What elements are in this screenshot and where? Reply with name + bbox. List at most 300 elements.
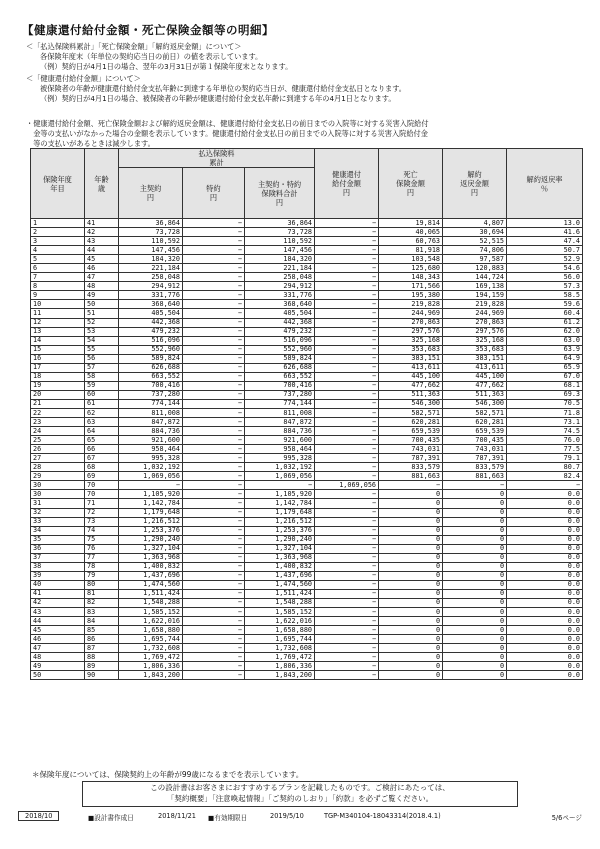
table-cell: 516,096 [245, 336, 315, 345]
table-cell: − [315, 345, 379, 354]
table-cell: 995,328 [245, 454, 315, 463]
note-line: （例）契約日が4月1日の場合、被保険者の年齢が健康還付給付金支払年齢に到達する年の4月1日となります。 [40, 94, 396, 103]
date-box: 2018/10 [18, 811, 59, 821]
table-cell: 68.1 [507, 381, 583, 390]
table-cell: − [315, 544, 379, 553]
table-cell: 83 [85, 608, 119, 617]
table-cell: 57.3 [507, 282, 583, 291]
table-cell: 0 [379, 644, 443, 653]
table-cell: 110,592 [119, 237, 183, 246]
table-cell: 833,579 [379, 463, 443, 472]
table-cell: 194,159 [443, 291, 507, 300]
table-row [31, 508, 583, 517]
table-cell: 110,592 [245, 237, 315, 246]
table-cell: − [183, 291, 245, 300]
table-row [31, 436, 583, 445]
table-cell: 3 [31, 237, 85, 246]
table-cell: 65 [85, 436, 119, 445]
table-cell: 23 [31, 418, 85, 427]
table-row [31, 589, 583, 598]
table-cell: 0 [443, 580, 507, 589]
table-cell: 63.9 [507, 345, 583, 354]
table-cell: 65.9 [507, 363, 583, 372]
table-cell: 50 [31, 671, 85, 680]
table-cell: 17 [31, 363, 85, 372]
table-cell: 61.2 [507, 318, 583, 327]
table-cell: 958,464 [245, 445, 315, 454]
table-row [31, 408, 583, 417]
table-cell: 294,912 [245, 282, 315, 291]
table-cell: 47 [31, 644, 85, 653]
table-cell: 0.0 [507, 553, 583, 562]
table-row [31, 499, 583, 508]
table-cell: 331,776 [119, 291, 183, 300]
table-cell: 0 [443, 562, 507, 571]
document-code: TGP-M340104-18043314(2018.4.1) [324, 812, 441, 820]
table-cell: 80.7 [507, 463, 583, 472]
table-cell: 921,600 [119, 436, 183, 445]
table-cell: 37 [31, 553, 85, 562]
table-cell: − [315, 336, 379, 345]
table-cell: 169,138 [443, 282, 507, 291]
table-cell: − [315, 454, 379, 463]
notice-line: 「契約概要」「注意喚起情報」「ご契約のしおり」「約款」を必ずご覧ください。 [166, 794, 434, 803]
table-cell: − [315, 608, 379, 617]
table-cell: − [315, 408, 379, 417]
table-cell: 13.0 [507, 219, 583, 228]
table-cell: 64.9 [507, 354, 583, 363]
header-total: 主契約・特約 保険料合計 円 [245, 168, 315, 219]
table-cell: − [183, 499, 245, 508]
table-cell: 258,048 [119, 273, 183, 282]
table-cell: 87 [85, 644, 119, 653]
table-row [31, 282, 583, 291]
table-cell: 144,724 [443, 273, 507, 282]
table-cell: 0 [443, 544, 507, 553]
table-cell: 626,688 [119, 363, 183, 372]
table-cell: − [315, 535, 379, 544]
table-cell: − [315, 653, 379, 662]
table-cell: 0 [379, 553, 443, 562]
table-cell: 48 [31, 653, 85, 662]
table-cell: − [183, 644, 245, 653]
table-cell: − [183, 472, 245, 481]
table-row [31, 445, 583, 454]
table-cell: 0.0 [507, 535, 583, 544]
table-cell: 1,622,016 [119, 617, 183, 626]
table-cell: 511,363 [443, 390, 507, 399]
table-cell: 1,732,608 [245, 644, 315, 653]
table-cell: 26 [31, 445, 85, 454]
table-cell: 30 [31, 481, 85, 490]
table-cell: 8 [31, 282, 85, 291]
table-body [31, 219, 583, 680]
table-cell: 833,579 [443, 463, 507, 472]
table-cell: 62 [85, 408, 119, 417]
table-cell: − [183, 635, 245, 644]
table-cell: 147,456 [119, 246, 183, 255]
table-cell: 1,843,200 [119, 671, 183, 680]
table-cell: 46 [85, 264, 119, 273]
table-cell: 1,363,968 [245, 553, 315, 562]
table-cell: − [315, 255, 379, 264]
table-row [31, 309, 583, 318]
table-cell: − [183, 626, 245, 635]
table-cell: − [183, 327, 245, 336]
table-cell: − [315, 445, 379, 454]
table-cell: − [183, 300, 245, 309]
footnote: ＊保険年度については、保険契約上の年齢が99歳になるまでを表示しています。 [32, 770, 304, 779]
table-cell: 41 [31, 589, 85, 598]
table-cell: 0 [443, 635, 507, 644]
table-cell: 86 [85, 635, 119, 644]
table-cell: 0 [379, 671, 443, 680]
table-cell: 219,828 [443, 300, 507, 309]
table-cell: 21 [31, 399, 85, 408]
table-cell: − [183, 598, 245, 607]
table-cell: 413,611 [379, 363, 443, 372]
table-cell: 1,179,648 [245, 508, 315, 517]
table-row [31, 381, 583, 390]
table-cell: − [315, 363, 379, 372]
table-cell: 45 [31, 626, 85, 635]
table-cell: − [183, 255, 245, 264]
table-cell: 620,281 [379, 418, 443, 427]
table-cell: − [183, 490, 245, 499]
table-cell: − [183, 246, 245, 255]
table-cell: 125,680 [379, 264, 443, 273]
table-cell: − [315, 381, 379, 390]
table-cell: 41.6 [507, 228, 583, 237]
bullet-line: 等の支払いがあるときは減少します。 [26, 138, 155, 148]
table-cell: 1,622,016 [245, 617, 315, 626]
table-cell: − [443, 481, 507, 490]
table-cell: 0.0 [507, 644, 583, 653]
table-row [31, 354, 583, 363]
footer [16, 811, 582, 823]
table-cell: 774,144 [119, 399, 183, 408]
table-cell: 1,216,512 [119, 517, 183, 526]
table-cell: 0 [379, 544, 443, 553]
table-cell: 477,662 [379, 381, 443, 390]
table-cell: 13 [31, 327, 85, 336]
table-cell: 884,736 [245, 427, 315, 436]
table-cell: 1,327,104 [119, 544, 183, 553]
table-cell: 1,363,968 [119, 553, 183, 562]
table-cell: 743,031 [443, 445, 507, 454]
table-cell: − [183, 318, 245, 327]
table-cell: 774,144 [245, 399, 315, 408]
table-cell: 1,400,832 [245, 562, 315, 571]
table-cell: 171,566 [379, 282, 443, 291]
table-cell: 42 [31, 598, 85, 607]
table-cell: 52,515 [443, 237, 507, 246]
table-cell: 297,576 [443, 327, 507, 336]
table-cell: 383,151 [379, 354, 443, 363]
table-cell: 30 [31, 490, 85, 499]
created-label: ■設計書作成日 [88, 814, 134, 822]
table-cell: − [183, 219, 245, 228]
table-cell: 67 [85, 454, 119, 463]
table-cell: 0.0 [507, 598, 583, 607]
table-cell: 1,769,472 [119, 653, 183, 662]
table-cell: 0 [443, 608, 507, 617]
table-cell: 57 [85, 363, 119, 372]
table-cell: 1,437,696 [119, 571, 183, 580]
table-cell: 52.9 [507, 255, 583, 264]
table-cell: − [183, 589, 245, 598]
table-cell: 0.0 [507, 490, 583, 499]
table-cell: 0.0 [507, 526, 583, 535]
table-cell: 7 [31, 273, 85, 282]
table-cell: 445,100 [379, 372, 443, 381]
table-cell: 0 [379, 589, 443, 598]
table-cell: 60,763 [379, 237, 443, 246]
table-cell: 659,539 [379, 427, 443, 436]
bullet-line: 金等の支払いがなかった場合の金額を表示しています。健康還付給付金支払日の前日までの入院等に対する災害入院給付金 [26, 128, 428, 138]
table-cell: − [183, 237, 245, 246]
table-cell: 582,571 [443, 408, 507, 417]
table-cell: 0 [443, 535, 507, 544]
table-cell: − [183, 553, 245, 562]
table-cell: − [315, 399, 379, 408]
table-cell: 74.5 [507, 427, 583, 436]
table-cell: 81,918 [379, 246, 443, 255]
table-cell: 620,281 [443, 418, 507, 427]
table-cell: 0 [443, 499, 507, 508]
table-cell: − [507, 481, 583, 490]
table-cell: 1,548,288 [119, 598, 183, 607]
table-cell: 70.5 [507, 399, 583, 408]
table-cell: − [183, 436, 245, 445]
table-cell: 1,843,200 [245, 671, 315, 680]
header-age: 年齢 歳 [85, 149, 119, 219]
table-cell: 881,663 [443, 472, 507, 481]
table-cell: 0 [379, 508, 443, 517]
table-cell: − [183, 427, 245, 436]
table-cell: 59 [85, 381, 119, 390]
table-cell: 48 [85, 282, 119, 291]
table-cell: − [183, 580, 245, 589]
note-line: （例）契約日が4月1日の場合、翌年の3月31日が第１保険年度末となります。 [40, 62, 293, 71]
table-cell: 626,688 [245, 363, 315, 372]
table-cell: 445,100 [443, 372, 507, 381]
table-cell: 0 [443, 598, 507, 607]
table-cell: 24 [31, 427, 85, 436]
table-cell: − [315, 580, 379, 589]
table-cell: − [315, 517, 379, 526]
table-cell: 552,960 [119, 345, 183, 354]
table-cell: 69 [85, 472, 119, 481]
note-line: 各保険年度末（年単位の契約応当日の前日）の値を表示しています。 [40, 52, 263, 61]
table-cell: − [315, 662, 379, 671]
table-cell: 50 [85, 300, 119, 309]
table-row [31, 318, 583, 327]
table-cell: 294,912 [119, 282, 183, 291]
table-cell: 10 [31, 300, 85, 309]
benefit-table [30, 148, 583, 680]
table-cell: 737,280 [245, 390, 315, 399]
table-cell: 1,437,696 [245, 571, 315, 580]
table-cell: 1,658,880 [245, 626, 315, 635]
table-cell: 995,328 [119, 454, 183, 463]
table-row [31, 671, 583, 680]
table-cell: 244,969 [443, 309, 507, 318]
table-row [31, 608, 583, 617]
table-row [31, 273, 583, 282]
table-cell: − [315, 553, 379, 562]
table-cell: 0 [443, 553, 507, 562]
table-cell: 82.4 [507, 472, 583, 481]
table-cell: − [315, 390, 379, 399]
table-cell: 0 [379, 580, 443, 589]
table-cell: 1,105,920 [245, 490, 315, 499]
table-cell: − [315, 508, 379, 517]
table-row [31, 291, 583, 300]
table-cell: 1,806,336 [119, 662, 183, 671]
table-cell: 80 [85, 580, 119, 589]
table-cell: − [315, 246, 379, 255]
table-cell: 737,280 [119, 390, 183, 399]
table-cell: 0 [443, 662, 507, 671]
table-row [31, 363, 583, 372]
table-cell: 1,069,056 [119, 472, 183, 481]
table-row [31, 598, 583, 607]
table-cell: 43 [85, 237, 119, 246]
table-cell: 1,511,424 [119, 589, 183, 598]
table-cell: 31 [31, 499, 85, 508]
notice-line: この設計書はお客さまにおすすめするプランを記載したものです。ご検討にあたっては、 [150, 783, 450, 792]
page-title: 【健康還付給付金額・死亡保険金額等の明細】 [22, 23, 274, 37]
table-cell: − [379, 481, 443, 490]
table-cell: 582,571 [379, 408, 443, 417]
table-cell: − [183, 336, 245, 345]
table-cell: 0.0 [507, 635, 583, 644]
table-cell: − [315, 671, 379, 680]
table-cell: 0.0 [507, 499, 583, 508]
table-cell: 847,872 [245, 418, 315, 427]
table-cell: 49 [85, 291, 119, 300]
table-cell: 56 [85, 354, 119, 363]
table-cell: 120,883 [443, 264, 507, 273]
table-cell: − [183, 282, 245, 291]
table-cell: 50.7 [507, 246, 583, 255]
note-line: 被保険者の年齢が健康還付給付金支払年齢に到達する年単位の契約応当日が、健康還付給付金支払日となります。 [40, 84, 406, 93]
table-cell: 700,435 [379, 436, 443, 445]
page-number: 5/6ページ [551, 814, 582, 822]
table-row [31, 246, 583, 255]
table-cell: 1,474,560 [245, 580, 315, 589]
table-cell: 244,969 [379, 309, 443, 318]
table-cell: 28 [31, 463, 85, 472]
header-year: 保険年度 年目 [31, 149, 85, 219]
table-cell: 221,184 [119, 264, 183, 273]
table-cell: 90 [85, 671, 119, 680]
table-cell: 73,728 [245, 228, 315, 237]
table-cell: 0 [379, 517, 443, 526]
table-row [31, 481, 583, 490]
table-cell: 1,179,648 [119, 508, 183, 517]
table-row [31, 644, 583, 653]
table-row [31, 562, 583, 571]
table-cell: 14 [31, 336, 85, 345]
table-cell: 1,695,744 [245, 635, 315, 644]
table-cell: 73,728 [119, 228, 183, 237]
table-cell: − [183, 372, 245, 381]
table-cell: 54 [85, 336, 119, 345]
table-cell: 34 [31, 526, 85, 535]
table-cell: 88 [85, 653, 119, 662]
table-cell: 32 [31, 508, 85, 517]
table-cell: 405,504 [245, 309, 315, 318]
table-cell: − [183, 508, 245, 517]
table-cell: 0 [379, 617, 443, 626]
table-cell: 881,663 [379, 472, 443, 481]
table-row [31, 372, 583, 381]
header-main-contract: 主契約 円 [119, 168, 183, 219]
table-cell: 70 [85, 481, 119, 490]
table-row [31, 418, 583, 427]
table-cell: 4,807 [443, 219, 507, 228]
table-cell: − [183, 273, 245, 282]
table-cell: 0 [443, 617, 507, 626]
table-row [31, 264, 583, 273]
table-cell: 1,548,288 [245, 598, 315, 607]
table-cell: − [183, 390, 245, 399]
table-cell: − [183, 228, 245, 237]
table-cell: 0 [379, 626, 443, 635]
header-surrender-value: 解約 返戻金額 円 [443, 149, 507, 219]
table-cell: 368,640 [245, 300, 315, 309]
table-cell: 29 [31, 472, 85, 481]
table-cell: 18 [31, 372, 85, 381]
table-cell: 4 [31, 246, 85, 255]
table-cell: 700,435 [443, 436, 507, 445]
table-cell: 147,456 [245, 246, 315, 255]
table-cell: 45 [85, 255, 119, 264]
table-cell: 1,474,560 [119, 580, 183, 589]
table-cell: 0 [379, 535, 443, 544]
table-cell: 68 [85, 463, 119, 472]
table-cell: 1 [31, 219, 85, 228]
table-row [31, 336, 583, 345]
table-cell: 11 [31, 309, 85, 318]
table-cell: 41 [85, 219, 119, 228]
table-cell: 589,824 [119, 354, 183, 363]
table-cell: 0 [379, 653, 443, 662]
table-cell: 44 [31, 617, 85, 626]
table-cell: 511,363 [379, 390, 443, 399]
table-cell: − [315, 372, 379, 381]
table-cell: 479,232 [119, 327, 183, 336]
table-cell: 0.0 [507, 617, 583, 626]
table-cell: 19 [31, 381, 85, 390]
table-cell: 1,142,784 [119, 499, 183, 508]
table-cell: − [315, 219, 379, 228]
table-cell: 0 [443, 508, 507, 517]
table-cell: 1,511,424 [245, 589, 315, 598]
table-row [31, 580, 583, 589]
table-cell: 787,391 [379, 454, 443, 463]
note-line: ＜「健康還付給付金額」について＞ [26, 74, 141, 83]
table-row [31, 490, 583, 499]
table-cell: 1,032,192 [119, 463, 183, 472]
table-cell: 73.1 [507, 418, 583, 427]
table-cell: 25 [31, 436, 85, 445]
table-cell: 60 [85, 390, 119, 399]
table-row [31, 553, 583, 562]
table-cell: 59.6 [507, 300, 583, 309]
